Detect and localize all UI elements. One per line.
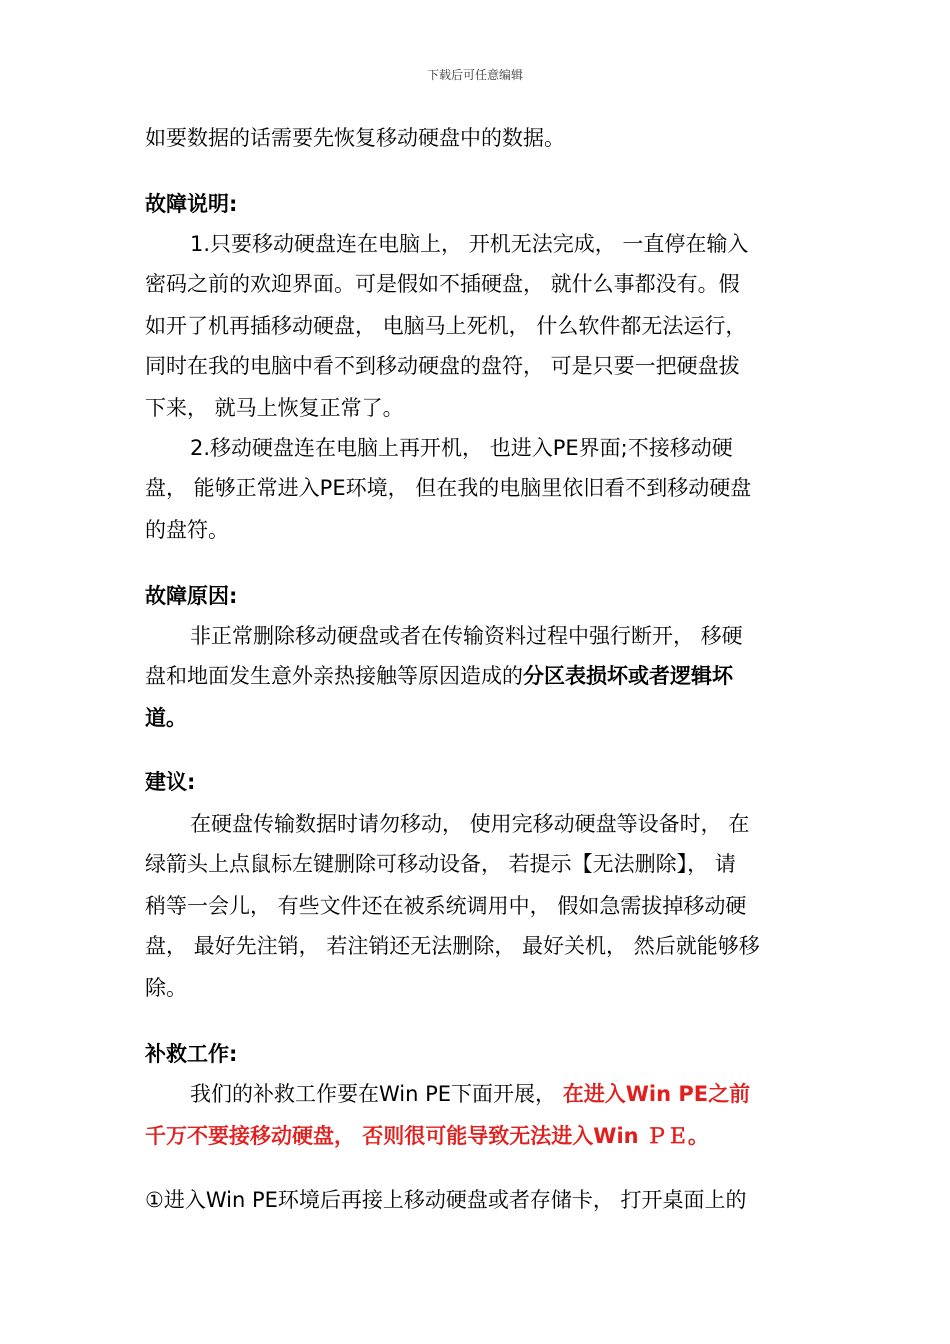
paragraph-line: 密码之前的欢迎界面。可是假如不插硬盘， 就什么事都没有。假 xyxy=(145,272,740,296)
paragraph-line: 的盘符。 xyxy=(145,518,229,542)
paragraph-line: 下来， 就马上恢复正常了。 xyxy=(145,396,404,420)
paragraph-line: 同时在我的电脑中看不到移动硬盘的盘符， 可是只要一把硬盘拔 xyxy=(145,354,740,378)
paragraph-line: 稍等一会儿， 有些文件还在被系统调用中， 假如急需拔掉移动硬 xyxy=(145,894,747,918)
heading-suggestion: 建议: xyxy=(145,770,196,794)
paragraph-line: 盘， 能够正常进入PE环境， 但在我的电脑里依旧看不到移动硬盘 xyxy=(145,476,752,500)
paragraph-line: 道。 xyxy=(145,706,187,730)
heading-fault-cause: 故障原因: xyxy=(145,584,238,608)
paragraph-line xyxy=(190,1080,810,1108)
paragraph-line: 绿箭头上点鼠标左键删除可移动设备， 若提示【无法删除】， 请 xyxy=(145,852,736,876)
text-warning: 在进入Win PE之前 xyxy=(562,1082,751,1106)
paragraph-line: 在硬盘传输数据时请勿移动， 使用完移动硬盘等设备时， 在 xyxy=(190,812,750,836)
heading-fault-description: 故障说明: xyxy=(145,192,238,216)
paragraph-line: 除。 xyxy=(145,976,187,1000)
text-bold: 分区表损坏或者逻辑坏 xyxy=(523,664,733,688)
page-header: 下载后可任意编辑 xyxy=(426,68,523,82)
paragraph-line xyxy=(145,662,810,690)
paragraph-line: 非正常删除移动硬盘或者在传输资料过程中强行断开， 移硬 xyxy=(190,624,743,648)
step-line: ①进入Win PE环境后再接上移动硬盘或者存储卡， 打开桌面上的 xyxy=(145,1188,747,1212)
text-normal: 盘和地面发生意外亲热接触等原因造成的 xyxy=(145,664,523,688)
paragraph-line: 如开了机再插移动硬盘， 电脑马上死机， 什么软件都无法运行， xyxy=(145,314,747,338)
paragraph-line: 盘， 最好先注销， 若注销还无法删除， 最好关机， 然后就能够移 xyxy=(145,934,760,958)
heading-remedy: 补救工作: xyxy=(145,1042,238,1066)
paragraph-line: 1.只要移动硬盘连在电脑上， 开机无法完成， 一直停在输入 xyxy=(190,232,749,256)
intro-paragraph: 如要数据的话需要先恢复移动硬盘中的数据。 xyxy=(145,126,565,150)
text-normal: 我们的补救工作要在Win PE下面开展， xyxy=(190,1082,563,1106)
paragraph-line: 2.移动硬盘连在电脑上再开机， 也进入PE界面;不接移动硬 xyxy=(190,436,733,460)
warning-line: 千万不要接移动硬盘， 否则很可能导致无法进入Win ＰＥ。 xyxy=(145,1124,709,1148)
